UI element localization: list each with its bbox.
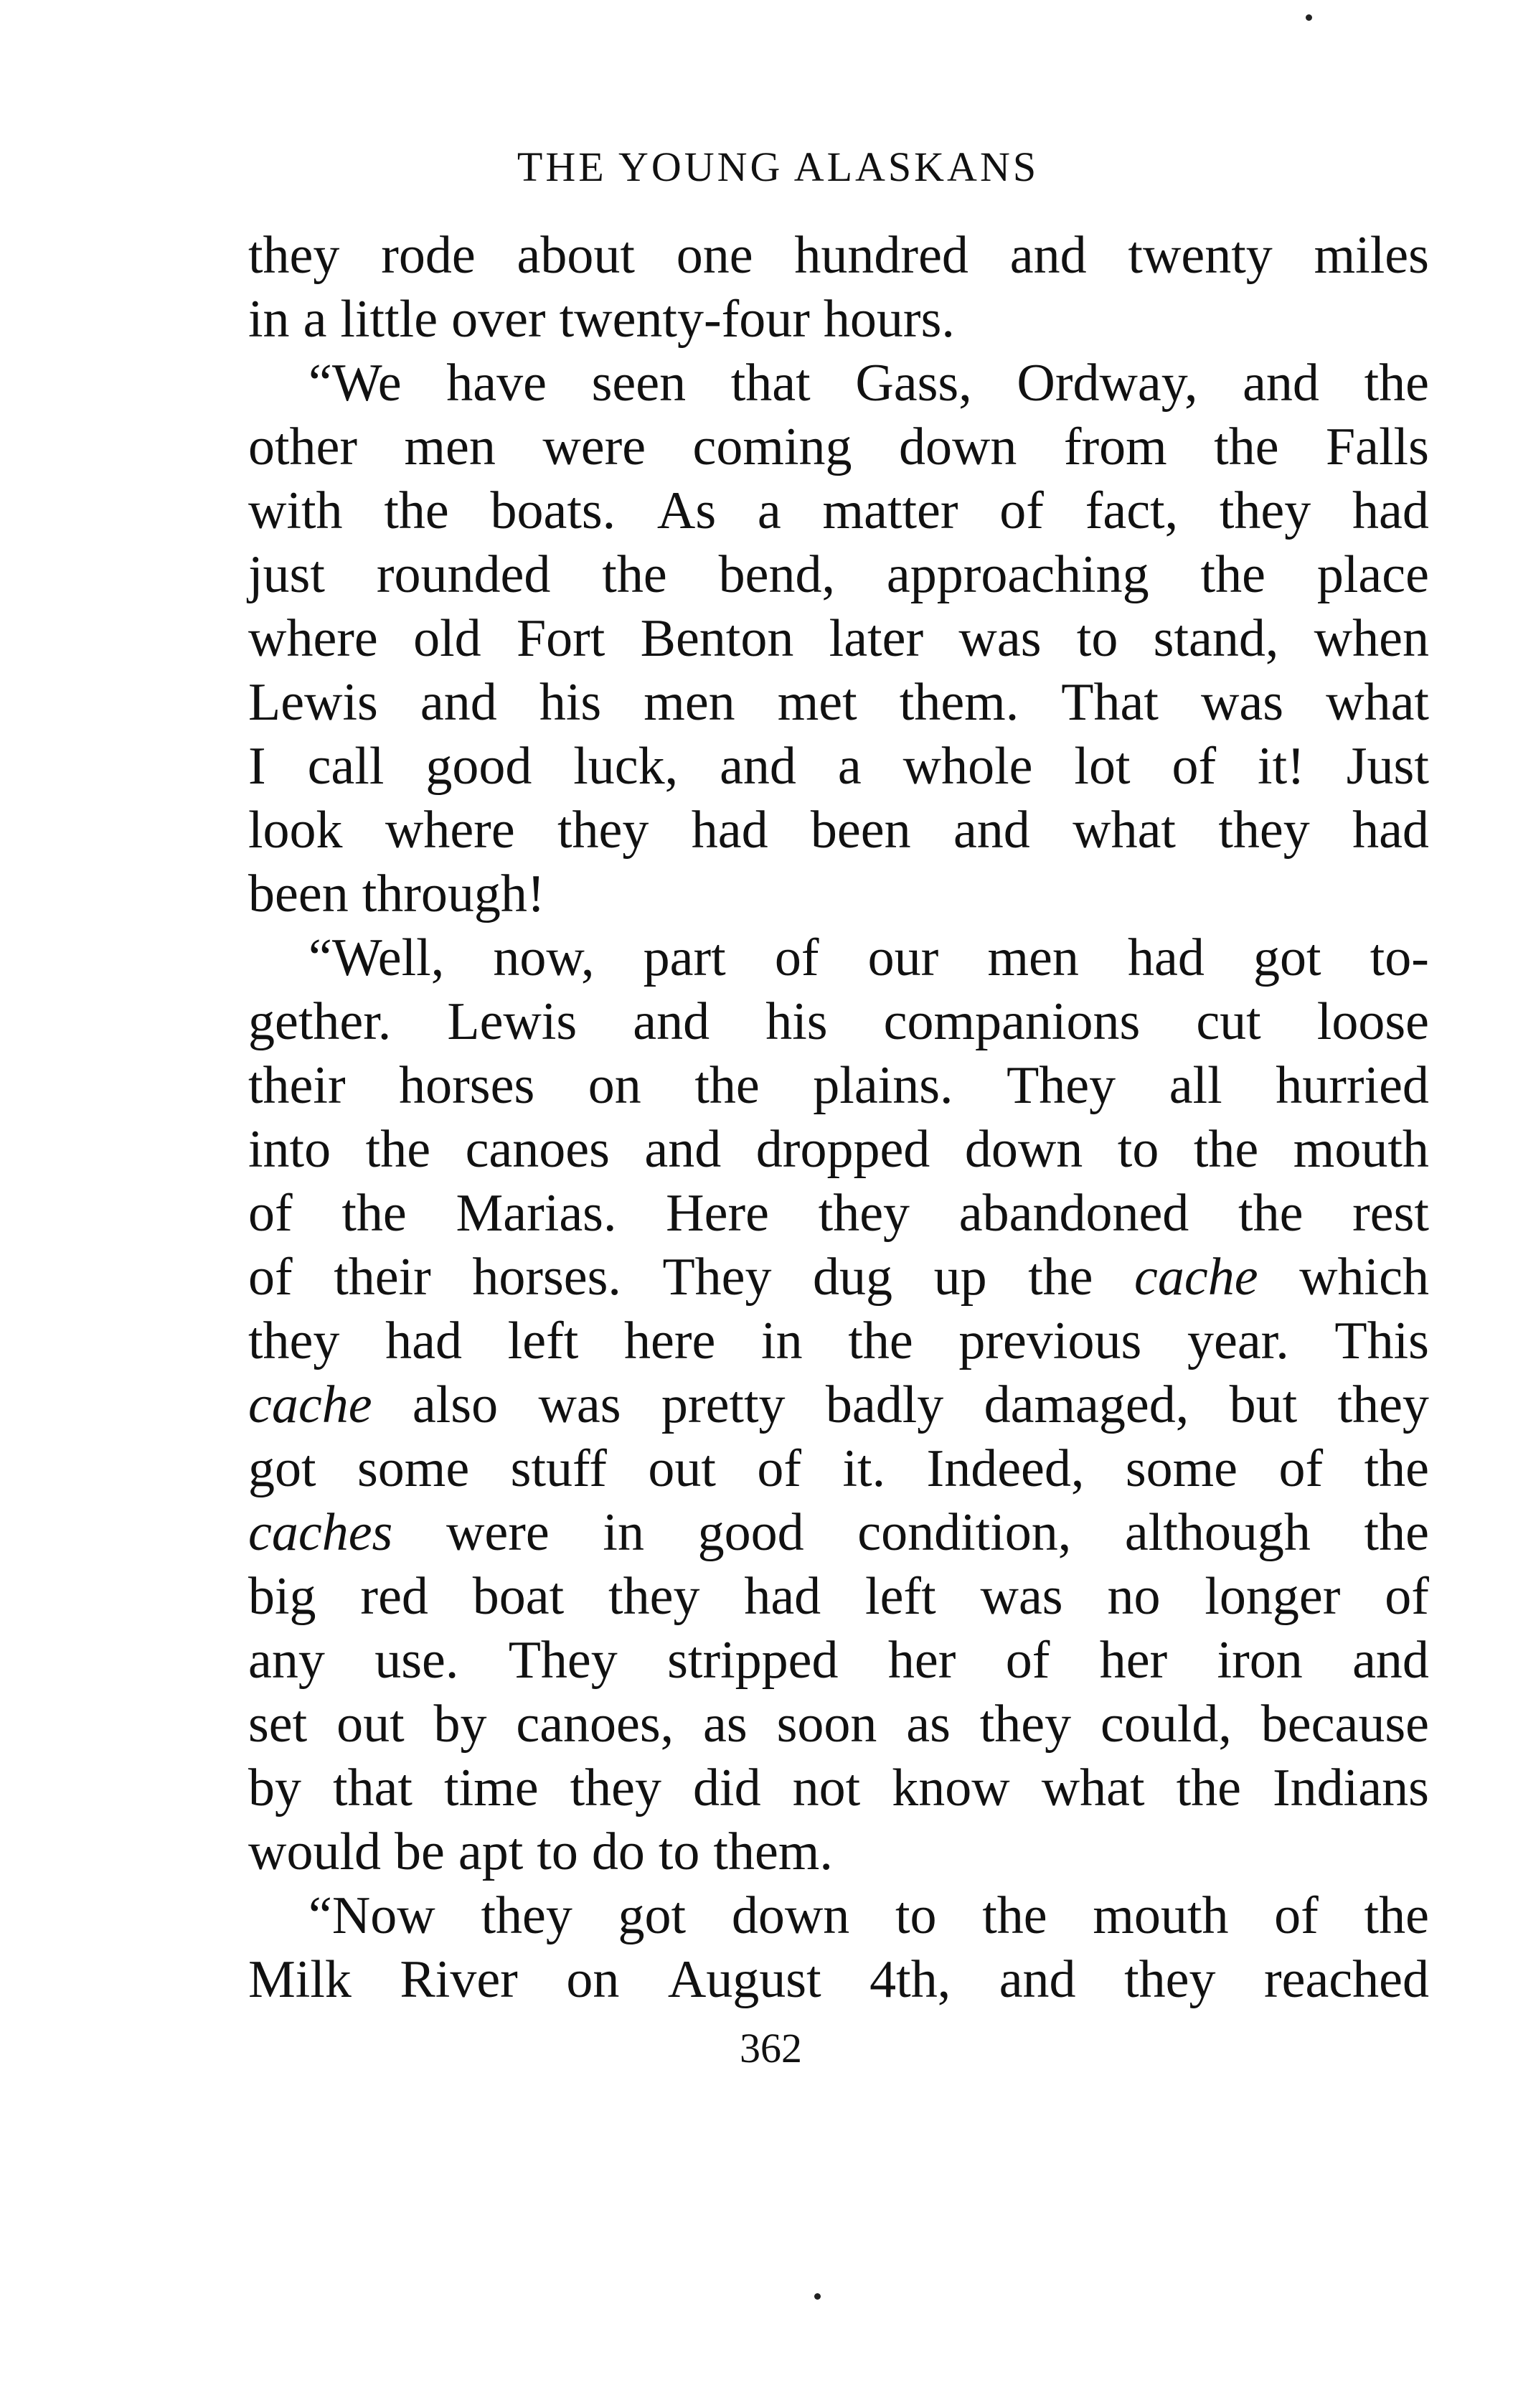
word: but [1229,1375,1298,1434]
word: our [867,928,939,987]
word: red [360,1567,428,1626]
word: of [999,481,1044,540]
word: here [623,1312,716,1370]
word: where [248,609,378,668]
word: left [865,1567,936,1626]
word: old [413,609,481,668]
word: Lewis [248,673,378,732]
word: of [1278,1439,1324,1498]
word: their [248,1056,346,1115]
word: the [341,1184,407,1243]
text-line [248,1884,1429,1948]
word: in [761,1312,803,1370]
text-line [248,543,1429,607]
word: “Well, [308,928,445,987]
word: bend, [718,545,835,604]
word: they [608,1567,700,1626]
text-line [248,799,1429,862]
word: “Now [308,1886,435,1945]
word: loose [1316,992,1429,1051]
word: stripped [667,1631,839,1690]
word: 4th, [869,1950,951,2009]
word: River [400,1950,518,2009]
word: they [1124,1950,1216,2009]
word: that [730,354,811,413]
word: to- [1370,928,1429,987]
word: cut [1196,992,1261,1051]
word: approaching [886,545,1149,604]
word: in [603,1503,644,1562]
word: part [643,928,726,987]
word: where [385,801,515,860]
text-line [248,1756,1429,1820]
word: of [774,928,819,987]
word: iron [1217,1631,1303,1690]
word: got [1253,928,1321,987]
word: mouth [1293,1120,1429,1179]
word: in [248,290,290,349]
word: to [658,1823,700,1881]
word: them. [713,1823,833,1881]
word: have [446,354,547,413]
word: Fort [516,609,605,668]
word: and [999,1950,1076,2009]
word: and [953,801,1030,860]
word: canoes [465,1120,610,1179]
word: of [248,1184,293,1243]
text-line [248,352,1429,415]
word: be [395,1823,445,1881]
word: boat [472,1567,565,1626]
word: they [1219,481,1311,540]
word: got [248,1439,316,1498]
word: the [1364,1439,1429,1498]
word: rest [1352,1184,1429,1243]
page-number-text: 362 [740,2025,802,2071]
word: look [248,801,343,860]
word: was [958,609,1042,668]
word: had [691,801,768,860]
word: one [676,226,753,285]
word: as [906,1695,951,1754]
running-head [0,142,1513,192]
word: call [307,737,385,796]
text-line [248,671,1429,735]
word: stuff [510,1439,607,1498]
text-line [248,990,1429,1054]
speck-mark [814,2293,821,2300]
word: down [731,1886,850,1945]
word: what [1073,801,1176,860]
word: cache [248,1375,372,1434]
word: although [1124,1503,1311,1562]
word: time [444,1759,539,1817]
word: set [248,1695,308,1754]
word: the [1364,1503,1429,1562]
word: up [933,1248,987,1307]
text-line [248,1373,1429,1437]
word: know [892,1759,1010,1817]
word: any [248,1631,325,1690]
word: met [777,673,857,732]
word: of [1005,1631,1050,1690]
word: to [1076,609,1118,668]
word: down [898,418,1017,476]
word: They [1007,1056,1116,1115]
word: the [602,545,667,604]
word: out [648,1439,716,1498]
word: canoes, [516,1695,674,1754]
word: Benton [640,609,794,668]
word: and [1352,1631,1429,1690]
word: to [895,1886,937,1945]
word: soon [776,1695,877,1754]
word: coming [692,418,852,476]
word: As [656,481,717,540]
word: damaged, [984,1375,1189,1434]
word: Here [666,1184,769,1243]
word: on [566,1950,620,2009]
word: August [667,1950,821,2009]
word: did [693,1759,761,1817]
word: been [248,865,349,923]
word: Indians [1273,1759,1429,1817]
word: their [334,1248,431,1307]
word: plains. [813,1056,953,1115]
word: the [384,481,449,540]
word: twenty [1128,226,1273,285]
word: boats. [490,481,616,540]
word: through! [362,865,545,923]
word: on [588,1056,641,1115]
word: by [433,1695,487,1754]
text-line [248,1565,1429,1629]
text-line [248,1246,1429,1309]
text-line [248,926,1429,990]
word: men [404,418,496,476]
word: had [1352,481,1429,540]
word: got [618,1886,687,1945]
word: from [1063,418,1167,476]
word: the [1364,1886,1429,1945]
text-line [248,1820,1429,1884]
word: caches [248,1503,393,1562]
word: and [1243,354,1319,413]
word: longer [1205,1567,1341,1626]
word: a [837,737,862,796]
word: a [757,481,781,540]
word: good [697,1503,804,1562]
word: fact, [1085,481,1179,540]
word: They [508,1631,618,1690]
word: of [757,1439,802,1498]
word: hundred [794,226,968,285]
word: “We [308,354,402,413]
page-number [0,2023,1513,2074]
word: could, [1100,1695,1232,1754]
word: and [1009,226,1087,285]
text-line [248,1693,1429,1756]
word: cache [1134,1248,1258,1307]
word: them. [899,673,1019,732]
word: had [1352,801,1429,860]
word: to [1117,1120,1159,1179]
word: the [1176,1759,1241,1817]
word: horses [399,1056,535,1115]
text-line [248,1948,1429,2012]
word: I [248,737,266,796]
word: matter [822,481,958,540]
word: into [248,1120,331,1179]
word: his [539,673,602,732]
word: mouth [1093,1886,1229,1945]
word: whole [902,737,1033,796]
word: hours. [823,290,955,349]
word: all [1169,1056,1222,1115]
word: companions [883,992,1141,1051]
word: good [425,737,532,796]
word: they [1337,1375,1429,1434]
word: Lewis [447,992,578,1051]
word: some [1125,1439,1238,1498]
word: it! [1258,737,1305,796]
word: little [340,290,438,349]
text-line [248,1054,1429,1118]
word: the [1238,1184,1304,1243]
word: other [248,418,358,476]
word: and [720,737,796,796]
word: that [333,1759,413,1817]
word: big [248,1567,316,1626]
word: his [765,992,828,1051]
word: what [1041,1759,1145,1817]
word: twenty-four [559,290,810,349]
text-line [248,415,1429,479]
word: also [412,1375,499,1434]
text-line [248,1309,1429,1373]
word: and [633,992,710,1051]
speck-mark [1306,14,1312,21]
text-line [248,479,1429,543]
word: because [1260,1695,1429,1754]
word: later [829,609,924,668]
text-line [248,1437,1429,1501]
word: the [848,1312,913,1370]
word: previous [958,1312,1142,1370]
word: apt [458,1823,524,1881]
word: by [248,1759,301,1817]
word: been [810,801,911,860]
word: about [517,226,635,285]
word: the [694,1056,760,1115]
word: they [248,226,340,285]
word: of [248,1248,293,1307]
word: That [1061,673,1159,732]
word: over [451,290,546,349]
word: they [248,1312,340,1370]
word: of [1385,1567,1429,1626]
word: the [1364,354,1429,413]
word: place [1316,545,1429,604]
word: now, [493,928,595,987]
word: as [703,1695,748,1754]
word: Indeed, [926,1439,1085,1498]
word: Falls [1325,418,1429,476]
word: would [248,1823,381,1881]
word: stand, [1153,609,1279,668]
word: hurried [1276,1056,1429,1115]
word: dropped [755,1120,930,1179]
word: what [1326,673,1429,732]
word: luck, [573,737,679,796]
word: They [662,1248,772,1307]
word: was [1200,673,1284,732]
word: which [1299,1248,1429,1307]
word: abandoned [958,1184,1189,1243]
running-head-text: THE YOUNG ALASKANS [517,144,1040,190]
word: the [1200,545,1265,604]
word: the [1193,1120,1259,1179]
word: This [1334,1312,1429,1370]
word: Ordway, [1017,354,1198,413]
word: pretty [661,1375,786,1434]
word: down [964,1120,1083,1179]
word: was [538,1375,621,1434]
word: reached [1263,1950,1429,2009]
word: of [1172,737,1217,796]
word: it. [842,1439,886,1498]
word: the [982,1886,1047,1945]
word: her [887,1631,956,1690]
word: had [385,1312,462,1370]
word: seen [591,354,687,413]
word: Gass, [855,354,972,413]
word: use. [374,1631,459,1690]
word: her [1099,1631,1168,1690]
word: to [537,1823,578,1881]
text-line [248,862,1429,926]
word: not [792,1759,861,1817]
word: the [1214,418,1279,476]
word: had [744,1567,821,1626]
word: rode [381,226,476,285]
word: just [248,545,325,604]
word: of [1274,1886,1319,1945]
word: left [507,1312,579,1370]
word: gether. [248,992,392,1051]
word: the [1028,1248,1093,1307]
word: with [248,481,343,540]
word: they [818,1184,910,1243]
word: were [542,418,646,476]
word: they [979,1695,1072,1754]
word: condition, [857,1503,1072,1562]
word: they [557,801,649,860]
word: men [987,928,1079,987]
word: dug [813,1248,893,1307]
text-line [248,1501,1429,1565]
word: horses. [472,1248,621,1307]
word: a [303,290,327,349]
word: Just [1346,737,1429,796]
word: and [420,673,497,732]
word: year. [1187,1312,1289,1370]
word: no [1107,1567,1161,1626]
text-line [248,607,1429,671]
word: the [365,1120,431,1179]
text-line [248,288,1429,352]
text-line [248,735,1429,799]
word: were [446,1503,550,1562]
word: some [357,1439,470,1498]
word: was [980,1567,1063,1626]
word: they [481,1886,572,1945]
word: miles [1314,226,1429,285]
word: Marias. [456,1184,617,1243]
word: out [336,1695,405,1754]
text-line [248,1118,1429,1182]
word: men [644,673,735,732]
word: and [644,1120,722,1179]
word: Milk [248,1950,352,2009]
body-text [248,224,1429,2012]
word: badly [825,1375,944,1434]
word: lot [1074,737,1131,796]
text-line [248,1182,1429,1246]
word: rounded [376,545,551,604]
text-line [248,1629,1429,1693]
text-line [248,224,1429,288]
word: when [1314,609,1429,668]
word: had [1127,928,1205,987]
word: they [1218,801,1310,860]
word: do [591,1823,645,1881]
word: they [570,1759,661,1817]
